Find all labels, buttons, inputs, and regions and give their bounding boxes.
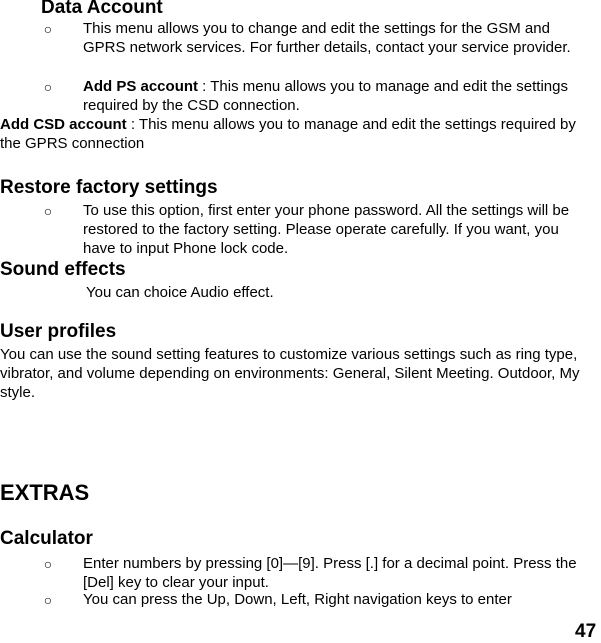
add-ps-account-term: Add PS account	[83, 78, 199, 95]
bullet-icon: ○	[43, 21, 53, 37]
data-account-bullet-2	[83, 77, 578, 115]
sound-effects-text: You can choice Audio effect.	[86, 284, 274, 301]
sound-effects-heading: Sound effects	[0, 259, 126, 280]
calculator-bullet-2: You can press the Up, Down, Left, Right navigation keys to enter	[83, 591, 512, 608]
data-account-bullet-1: This menu allows you to change and edit the settings for the GSM and GPRS network services. For further details, contact your service provider.	[83, 20, 571, 56]
extras-heading: EXTRAS	[0, 480, 90, 505]
add-csd-account-text: : This menu allows you to manage and edit the settings required by the GPRS connection	[0, 116, 576, 152]
bullet-icon: ○	[43, 79, 53, 95]
data-account-heading: Data Account	[41, 0, 163, 18]
page-number: 47	[575, 621, 597, 642]
user-profiles-heading: User profiles	[0, 321, 117, 342]
add-csd-account-paragraph	[0, 115, 580, 153]
add-csd-account-term: Add CSD account	[0, 116, 127, 133]
bullet-icon: ○	[43, 556, 53, 572]
add-ps-account-text: : This menu allows you to manage and edit the settings required by the CSD connection.	[83, 78, 568, 114]
calculator-bullet-1: Enter numbers by pressing [0]—[9]. Press [.] for a decimal point. Press the [Del] key to clear your input.	[83, 555, 577, 591]
user-profiles-text: You can use the sound setting features to customize various settings such as ring type, vibrator, and volume depending on environments: General, Silent Meeting. Outdoor, My style.	[0, 346, 580, 401]
calculator-heading: Calculator	[0, 528, 93, 549]
restore-bullet: To use this option, first enter your phone password. All the settings will be restored to the factory setting. Please operate carefully. If you want, you have to input Phone lock code.	[83, 202, 570, 257]
bullet-icon: ○	[43, 592, 53, 608]
restore-heading: Restore factory settings	[0, 177, 218, 198]
bullet-icon: ○	[43, 203, 53, 219]
